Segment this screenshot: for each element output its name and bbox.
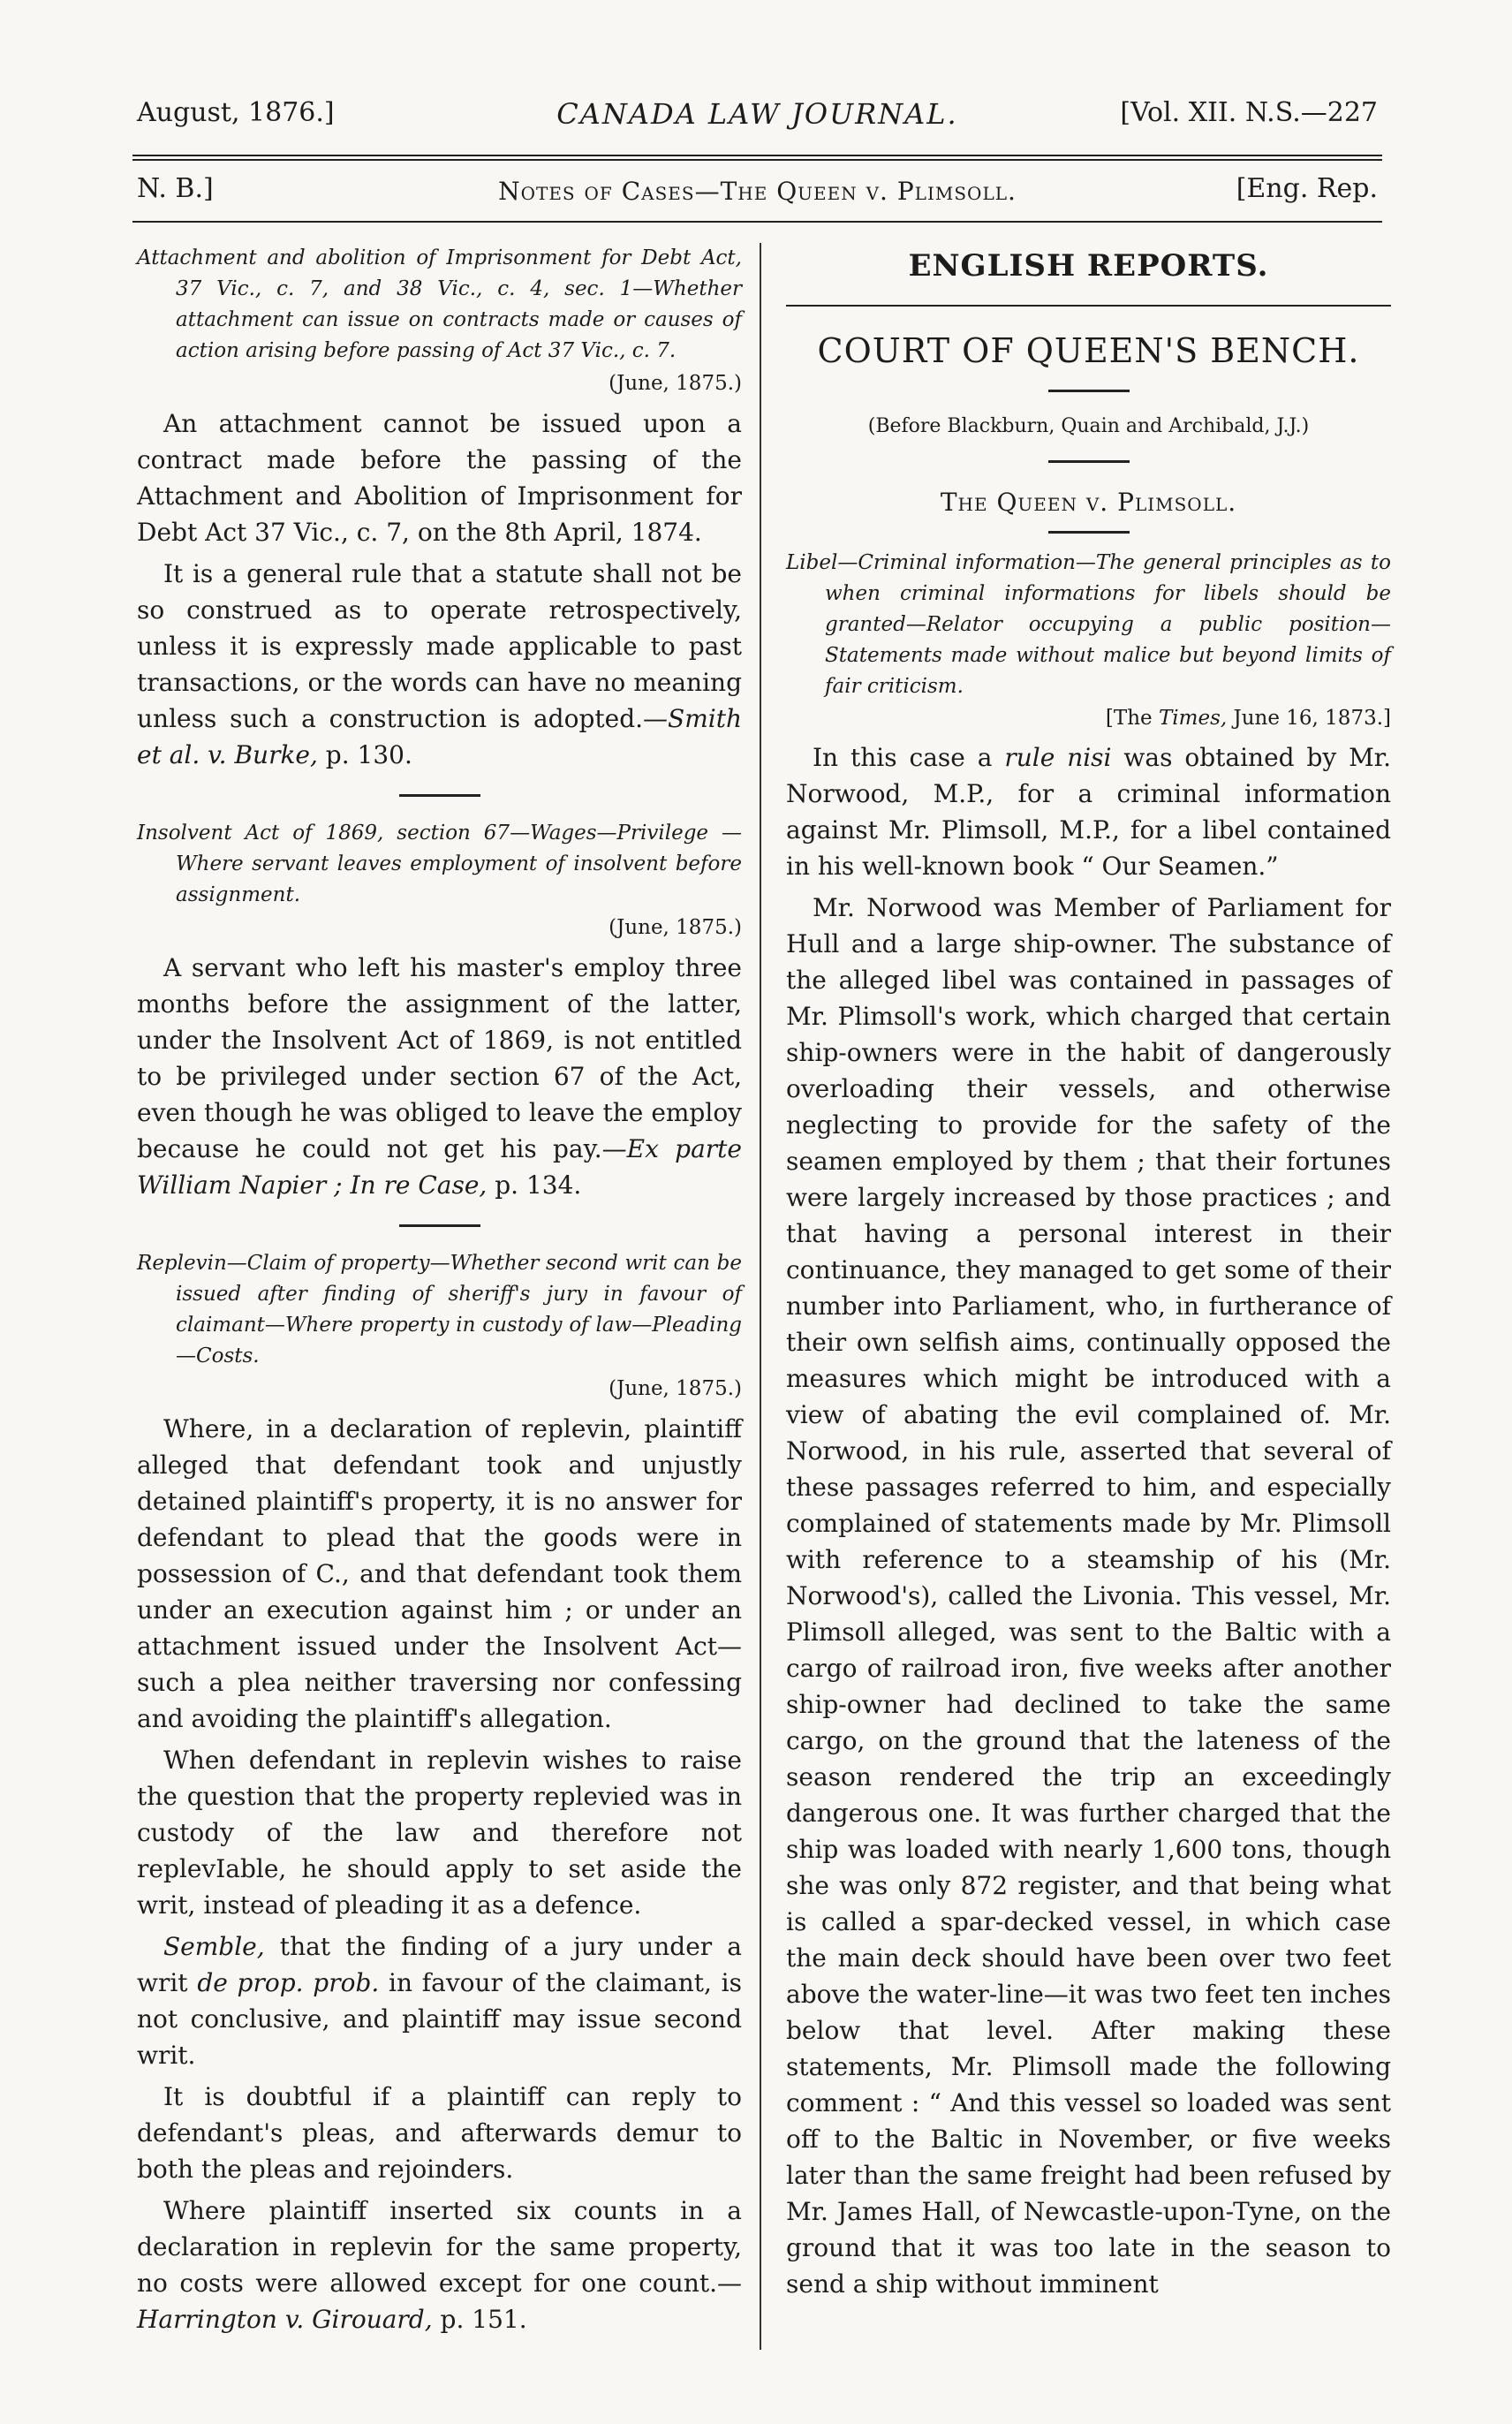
paragraph [137, 1928, 742, 2073]
paragraph: It is doubtful if a plaintiff can reply to defendant's pleas, and afterwards demur to both the pleas and rejoinders. [137, 2082, 742, 2184]
court-separator [1048, 390, 1130, 392]
journal-page [132, 88, 1392, 2350]
case-headnote: Libel—Criminal information—The general principles as to when criminal informations for libels should be granted—Relator occupying a public position—Statements made without malice but beyond limits of fair criticism. [786, 551, 1391, 698]
paragraph-text: was obtained by Mr. Norwood, M.P., for a criminal information against Mr. Plimsoll, M.P., for a libel contained in his well-known book “ Our Seamen.” [786, 743, 1392, 881]
paragraph: An attachment cannot be issued upon a contract made before the passing of the Attachment and Abolition of Imprisonment for Debt Act 37 Vic., c. 7, on the 8th April, 1874. [137, 409, 742, 547]
case-citation: —Ex parte William Napier ; In re Case, [137, 1134, 742, 1200]
paragraph: Mr. Norwood was Member of Parliament for Hull and a large ship-owner. The substance of the alleged libel was contained in passages of Mr. Plimsoll's work, which charged that certain ship-owners were in the habit of dangerously overloading their vessels, and otherwise neglecting to provide for the safety of the seamen employed by them ; that their fortunes were largely increased by those practices ; and that having a personal interest in their continuance, they managed to get some of their number into Parliament, who, in furtherance of their own selfish aims, continually opposed the measures which might be introduced with a view of abating the evil complained of. Mr. Norwood, in his rule, asserted that several of these passages referred to him, and especially complained of statements made by Mr. Plimsoll with reference to a steamship of his (Mr. Norwood's), called the Livonia. This vessel, Mr. Plimsoll alleged, was sent to the Baltic with a cargo of railroad iron, five weeks after another ship-owner had declined to take the same cargo, on the ground that the lateness of the season rendered the trip an exceedingly dangerous one. It was further charged that the ship was loaded with nearly 1,600 tons, though she was only 872 register, and that being what is called a spar-decked vessel, in which case the main deck should have been over two feet above the water-line—it was two feet ten inches below that level. After making these statements, Mr. Plimsoll made the following comment : “ And this vessel so loaded was sent off to the Baltic in November, or five weeks later than the same freight had been refused by Mr. James Hall, of Newcastle-upon-Tyne, on the ground that it was too late in the season to send a ship without imminent [786, 893, 1391, 2299]
paragraph-text: Where plaintiff inserted six counts in a declaration in replevin for the same property, no costs were allowed except for one count. [137, 2196, 742, 2298]
case-headnote: Replevin—Claim of property—Whether second writ can be issued after finding of sheriff's jury in favour of claimant—Where property in custody of law—Pleading—Costs. [137, 1252, 742, 1367]
case-title: The Queen v. Plimsoll. [940, 488, 1237, 517]
report-source [786, 702, 1391, 734]
bench-separator [1048, 460, 1130, 463]
report-tag: [Eng. Rep. [1236, 173, 1378, 204]
paragraph: When defendant in replevin wishes to raise the question that the property replevied was in custody of the law and therefore not replevIable, he should apply to set aside the writ, instead of pleading it as a defence. [137, 1746, 742, 1920]
title-separator [1048, 531, 1130, 534]
newspaper-name: Times, [1158, 707, 1228, 730]
page-ref: p. 134. [487, 1170, 582, 1200]
page-ref: p. 151. [432, 2305, 527, 2334]
left-column [137, 243, 742, 2343]
paragraph [137, 2193, 742, 2337]
source-text: June 16, 1873.] [1227, 707, 1391, 730]
case-headnote: Insolvent Act of 1869, section 67—Wages—Privilege —Where servant leaves employment of insolvent before assignment. [137, 822, 742, 906]
case-date: (June, 1875.) [609, 916, 742, 939]
section-title: Notes of Cases—The Queen v. Plimsoll. [498, 177, 1017, 206]
paragraph: Where, in a declaration of replevin, plaintiff alleged that defendant took and unjustly detained plaintiff's property, it is no answer for defendant to plead that the goods were in possession of C., and that defendant took them under an execution against him ; or under an attachment issued under the Insolvent Act—such a plea neither traversing nor confessing and avoiding the plaintiff's allegation. [137, 1414, 742, 1733]
province-tag: N. B.] [137, 173, 214, 204]
paragraph [786, 739, 1391, 884]
header-rule-top [132, 155, 1382, 156]
rule-term: rule nisi [1004, 743, 1112, 772]
header-rule-bottom [132, 159, 1382, 161]
section-header-rule [132, 221, 1382, 223]
issue-date: August, 1876.] [137, 97, 335, 128]
paragraph-text: A servant who left his master's employ three months before the assignment of the latter, under the Insolvent Act of 1869, is not entitled to be privileged under section 67 of the Act, even though he was obliged to leave the employ because he could not get his pay. [137, 953, 742, 1163]
right-column [786, 243, 1391, 2307]
paragraph-text: In this case a [813, 743, 1005, 772]
case-date: (June, 1875.) [609, 372, 742, 395]
volume-page: [Vol. XII. N.S.—227 [1120, 97, 1378, 128]
case-headnote: Attachment and abolition of Imprisonment for Debt Act, 37 Vic., c. 7, and 38 Vic., c. 4, sec. 1—Whether attachment can issue on contracts made or causes of action arising before passing of Act 37 Vic., c. 7. [137, 246, 742, 362]
writ-term: de prop. prob. [197, 1968, 380, 1997]
source-text: [The [1105, 707, 1159, 730]
case-separator [399, 794, 480, 797]
case-citation: —Harrington v. Girouard, [137, 2269, 742, 2334]
paragraph-text: It is a general rule that a statute shall not be so construed as to operate retrospectively, unless it is expressly made applicable to past transactions, or the words can have no meaning unless such a construction is adopted. [137, 559, 742, 733]
section-header [132, 173, 1382, 212]
running-header [132, 97, 1382, 141]
semble-term: Semble, [163, 1932, 265, 1961]
case-citation: —Smith et al. v. Burke, [137, 704, 742, 769]
page-ref: p. 130. [317, 740, 412, 769]
paragraph [137, 556, 742, 773]
journal-title: CANADA LAW JOURNAL. [556, 97, 958, 131]
english-reports-heading: ENGLISH REPORTS. [908, 248, 1269, 284]
case-date: (June, 1875.) [609, 1377, 742, 1400]
paragraph-text: that the finding of a jury under a writ [137, 1932, 742, 1997]
court-name: COURT OF QUEEN'S BENCH. [817, 331, 1360, 370]
heading-rule [786, 305, 1391, 307]
paragraph [137, 950, 742, 1203]
case-separator [399, 1224, 480, 1227]
bench-line: (Before Blackburn, Quain and Archibald, J.J.) [867, 415, 1310, 437]
paragraph-text: in favour of the claimant, is not conclusive, and plaintiff may issue second writ. [137, 1968, 742, 2070]
column-divider [760, 243, 761, 2350]
